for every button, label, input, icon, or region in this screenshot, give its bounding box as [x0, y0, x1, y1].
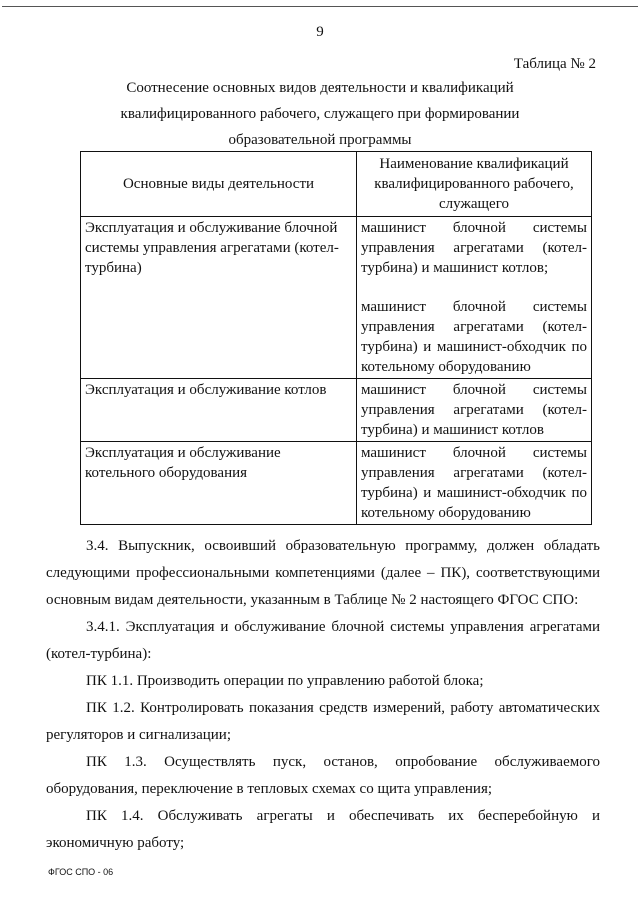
page-number: 9 — [316, 24, 324, 40]
qualifications-table — [80, 151, 592, 525]
paragraph: ПК 1.1. Производить операции по управлению работой блока; — [86, 673, 484, 689]
body-text — [46, 533, 600, 857]
paragraph: 3.4. Выпускник, освоивший образовательную программу, должен обладать следующими профессиональными компетенциями (далее – ПК), соответствующими основным видам деятельности, указанным в Таблице № 2 настоящего ФГОС СПО: — [46, 538, 600, 608]
paragraph: ПК 1.3. Осуществлять пуск, останов, опробование обслуживаемого оборудования, переключение в тепловых схемах со щита управления; — [46, 754, 600, 797]
table-title-line: квалифицированного рабочего, служащего при формировании — [120, 106, 520, 122]
top-border-line — [2, 6, 638, 7]
table-title-line: Соотнесение основных видов деятельности и квалификаций — [126, 80, 514, 96]
activity-cell: Эксплуатация и обслуживание блочной системы управления агрегатами (котел-турбина) — [81, 217, 357, 379]
qualification-text: машинист блочной системы управления агрегатами (котел-турбина) и машинист котлов — [361, 382, 587, 438]
table-row — [81, 442, 592, 525]
activity-cell: Эксплуатация и обслуживание котельного оборудования — [81, 442, 357, 525]
table-row — [81, 379, 592, 442]
qualification-text: машинист блочной системы управления агрегатами (котел-турбина) и машинист-обходчик по котельному оборудованию — [361, 445, 587, 521]
table-title-line: образовательной программы — [228, 132, 412, 148]
qualification-text: машинист блочной системы управления агрегатами (котел-турбина) и машинист котлов; — [361, 220, 587, 276]
paragraph: ПК 1.4. Обслуживать агрегаты и обеспечивать их бесперебойную и экономичную работу; — [46, 808, 600, 851]
table-header-row — [81, 152, 592, 217]
header-qualifications: Наименование квалификаций квалифицированного рабочего, служащего — [357, 152, 592, 217]
table-label: Таблица № 2 — [513, 56, 596, 72]
activity-cell: Эксплуатация и обслуживание котлов — [81, 379, 357, 442]
table-title — [80, 75, 560, 153]
footer-label: ФГОС СПО - 06 — [48, 867, 114, 877]
paragraph: 3.4.1. Эксплуатация и обслуживание блочной системы управления агрегатами (котел-турбина): — [46, 619, 600, 662]
qualification-cell — [357, 379, 592, 442]
qualification-cell — [357, 217, 592, 379]
paragraph: ПК 1.2. Контролировать показания средств измерений, работу автоматических регуляторов и сигнализации; — [46, 700, 600, 743]
qualification-cell — [357, 442, 592, 525]
qualification-text: машинист блочной системы управления агрегатами (котел-турбина) и машинист-обходчик по котельному оборудованию — [361, 299, 587, 375]
header-activities: Основные виды деятельности — [81, 152, 357, 217]
table-row — [81, 217, 592, 379]
